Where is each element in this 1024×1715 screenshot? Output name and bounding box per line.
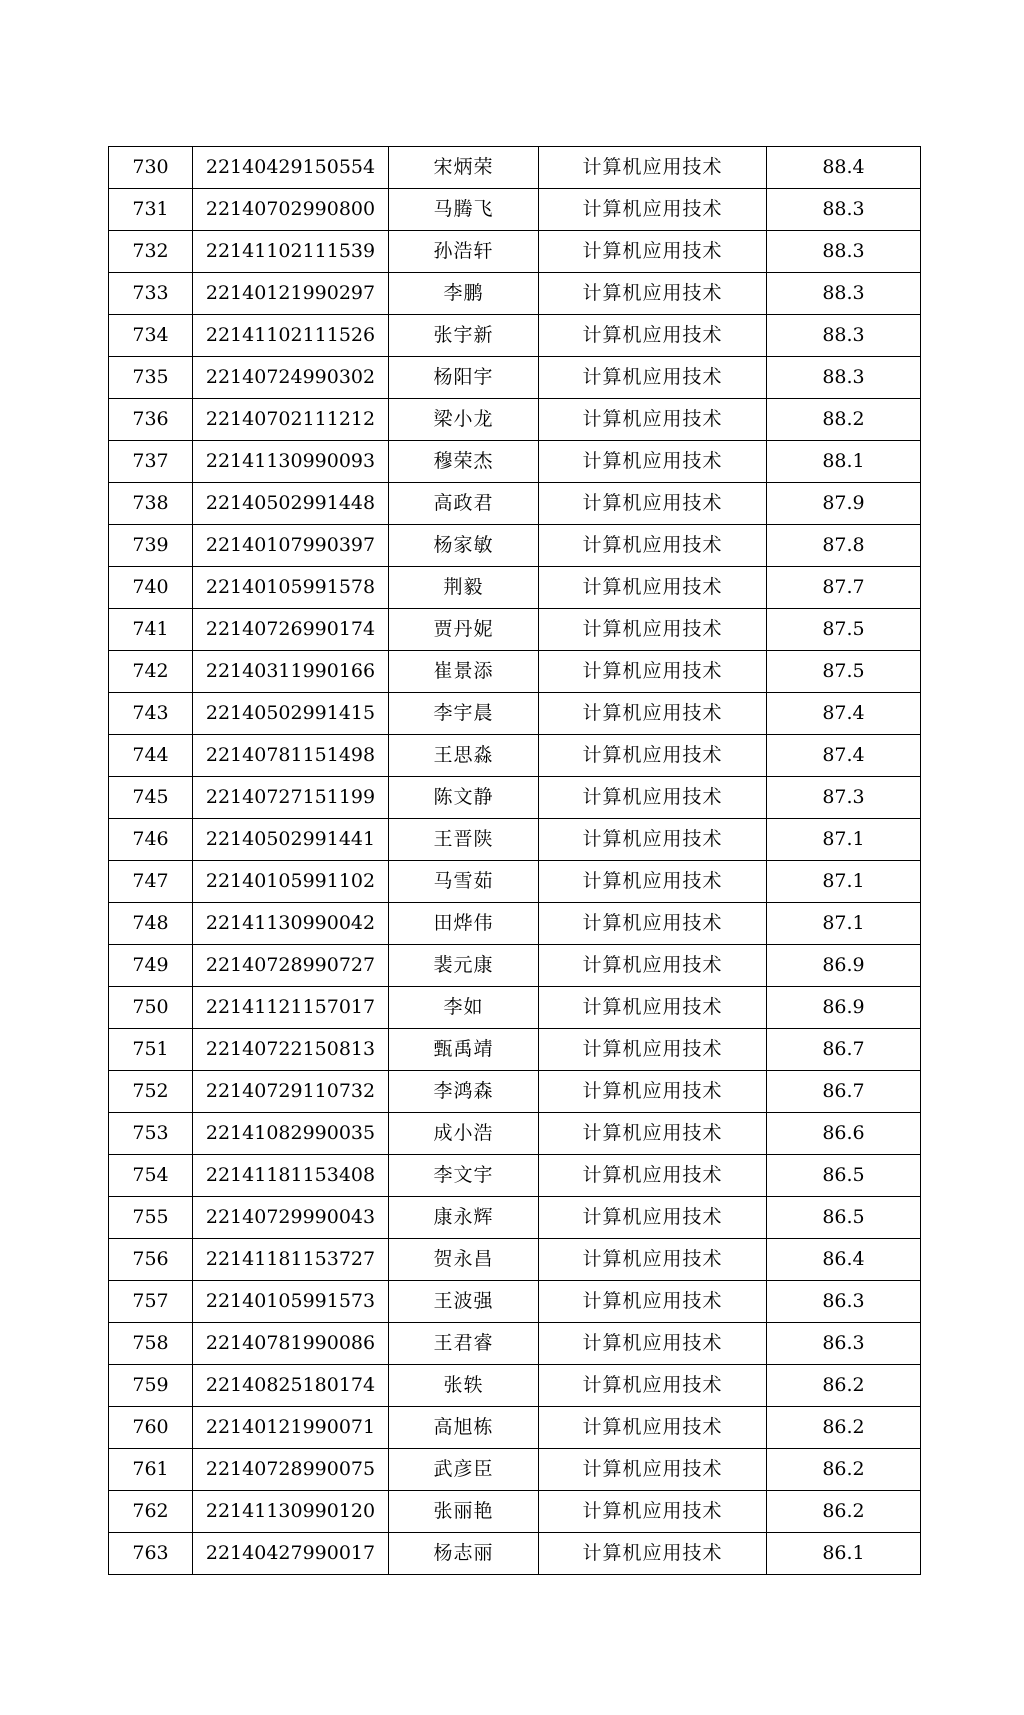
rank-cell: 742	[109, 651, 193, 693]
rank-cell: 754	[109, 1155, 193, 1197]
table-row	[109, 273, 921, 315]
major-cell: 计算机应用技术	[539, 231, 767, 273]
exam-id-cell: 22140105991102	[193, 861, 389, 903]
score-cell: 87.5	[767, 609, 921, 651]
exam-id-cell: 22141130990120	[193, 1491, 389, 1533]
major-cell: 计算机应用技术	[539, 147, 767, 189]
exam-id-cell: 22140727151199	[193, 777, 389, 819]
score-cell: 86.1	[767, 1533, 921, 1575]
rank-cell: 753	[109, 1113, 193, 1155]
table-row	[109, 609, 921, 651]
exam-id-cell: 22140311990166	[193, 651, 389, 693]
student-name-cell: 孙浩轩	[389, 231, 539, 273]
exam-id-cell: 22141181153727	[193, 1239, 389, 1281]
major-cell: 计算机应用技术	[539, 357, 767, 399]
student-name-cell: 荆毅	[389, 567, 539, 609]
table-row	[109, 315, 921, 357]
rank-cell: 734	[109, 315, 193, 357]
rank-cell: 738	[109, 483, 193, 525]
exam-id-cell: 22141102111539	[193, 231, 389, 273]
table-row	[109, 441, 921, 483]
student-name-cell: 王晋陕	[389, 819, 539, 861]
rank-cell: 740	[109, 567, 193, 609]
rank-cell: 757	[109, 1281, 193, 1323]
major-cell: 计算机应用技术	[539, 861, 767, 903]
student-name-cell: 杨家敏	[389, 525, 539, 567]
rank-cell: 761	[109, 1449, 193, 1491]
student-name-cell: 王思淼	[389, 735, 539, 777]
major-cell: 计算机应用技术	[539, 903, 767, 945]
score-cell: 88.3	[767, 231, 921, 273]
table-row	[109, 1281, 921, 1323]
score-cell: 86.3	[767, 1323, 921, 1365]
student-name-cell: 田烨伟	[389, 903, 539, 945]
rank-cell: 737	[109, 441, 193, 483]
exam-id-cell: 22140502991448	[193, 483, 389, 525]
table-row	[109, 1449, 921, 1491]
exam-id-cell: 22140728990075	[193, 1449, 389, 1491]
rank-cell: 762	[109, 1491, 193, 1533]
exam-id-cell: 22140722150813	[193, 1029, 389, 1071]
student-name-cell: 梁小龙	[389, 399, 539, 441]
score-cell: 86.5	[767, 1155, 921, 1197]
table-row	[109, 1323, 921, 1365]
rank-cell: 732	[109, 231, 193, 273]
student-name-cell: 马腾飞	[389, 189, 539, 231]
results-table-body	[109, 147, 921, 1575]
rank-cell: 741	[109, 609, 193, 651]
major-cell: 计算机应用技术	[539, 609, 767, 651]
score-cell: 86.9	[767, 945, 921, 987]
major-cell: 计算机应用技术	[539, 945, 767, 987]
score-cell: 87.1	[767, 819, 921, 861]
table-row	[109, 1533, 921, 1575]
major-cell: 计算机应用技术	[539, 1323, 767, 1365]
table-row	[109, 945, 921, 987]
table-row	[109, 1491, 921, 1533]
table-row	[109, 357, 921, 399]
student-name-cell: 张丽艳	[389, 1491, 539, 1533]
score-cell: 86.6	[767, 1113, 921, 1155]
table-row	[109, 861, 921, 903]
major-cell: 计算机应用技术	[539, 525, 767, 567]
student-name-cell: 武彦臣	[389, 1449, 539, 1491]
rank-cell: 730	[109, 147, 193, 189]
major-cell: 计算机应用技术	[539, 1491, 767, 1533]
major-cell: 计算机应用技术	[539, 1155, 767, 1197]
exam-id-cell: 22140502991441	[193, 819, 389, 861]
score-cell: 86.4	[767, 1239, 921, 1281]
major-cell: 计算机应用技术	[539, 1449, 767, 1491]
exam-id-cell: 22140121990071	[193, 1407, 389, 1449]
major-cell: 计算机应用技术	[539, 441, 767, 483]
table-row	[109, 1113, 921, 1155]
table-row	[109, 1155, 921, 1197]
major-cell: 计算机应用技术	[539, 651, 767, 693]
score-cell: 87.1	[767, 861, 921, 903]
rank-cell: 752	[109, 1071, 193, 1113]
major-cell: 计算机应用技术	[539, 1365, 767, 1407]
student-name-cell: 张轶	[389, 1365, 539, 1407]
exam-id-cell: 22140105991573	[193, 1281, 389, 1323]
exam-id-cell: 22140781990086	[193, 1323, 389, 1365]
rank-cell: 756	[109, 1239, 193, 1281]
table-row	[109, 189, 921, 231]
rank-cell: 744	[109, 735, 193, 777]
exam-id-cell: 22140702990800	[193, 189, 389, 231]
exam-id-cell: 22140105991578	[193, 567, 389, 609]
major-cell: 计算机应用技术	[539, 1197, 767, 1239]
exam-id-cell: 22140429150554	[193, 147, 389, 189]
exam-id-cell: 22141130990042	[193, 903, 389, 945]
table-row	[109, 1071, 921, 1113]
score-cell: 86.3	[767, 1281, 921, 1323]
rank-cell: 745	[109, 777, 193, 819]
score-cell: 86.5	[767, 1197, 921, 1239]
major-cell: 计算机应用技术	[539, 777, 767, 819]
student-name-cell: 李如	[389, 987, 539, 1029]
table-row	[109, 987, 921, 1029]
rank-cell: 736	[109, 399, 193, 441]
rank-cell: 763	[109, 1533, 193, 1575]
student-name-cell: 成小浩	[389, 1113, 539, 1155]
table-row	[109, 735, 921, 777]
score-cell: 86.7	[767, 1071, 921, 1113]
exam-id-cell: 22141121157017	[193, 987, 389, 1029]
student-name-cell: 穆荣杰	[389, 441, 539, 483]
exam-id-cell: 22140729110732	[193, 1071, 389, 1113]
student-name-cell: 李鹏	[389, 273, 539, 315]
rank-cell: 755	[109, 1197, 193, 1239]
rank-cell: 739	[109, 525, 193, 567]
student-name-cell: 崔景添	[389, 651, 539, 693]
rank-cell: 751	[109, 1029, 193, 1071]
student-name-cell: 陈文静	[389, 777, 539, 819]
exam-id-cell: 22141130990093	[193, 441, 389, 483]
student-name-cell: 王君睿	[389, 1323, 539, 1365]
student-name-cell: 李宇晨	[389, 693, 539, 735]
score-cell: 88.1	[767, 441, 921, 483]
major-cell: 计算机应用技术	[539, 1239, 767, 1281]
major-cell: 计算机应用技术	[539, 189, 767, 231]
student-name-cell: 裴元康	[389, 945, 539, 987]
rank-cell: 747	[109, 861, 193, 903]
exam-id-cell: 22141102111526	[193, 315, 389, 357]
major-cell: 计算机应用技术	[539, 987, 767, 1029]
score-cell: 88.3	[767, 273, 921, 315]
score-cell: 86.7	[767, 1029, 921, 1071]
exam-id-cell: 22140427990017	[193, 1533, 389, 1575]
score-cell: 86.2	[767, 1449, 921, 1491]
student-name-cell: 宋炳荣	[389, 147, 539, 189]
student-name-cell: 杨阳宇	[389, 357, 539, 399]
rank-cell: 743	[109, 693, 193, 735]
score-cell: 88.4	[767, 147, 921, 189]
table-row	[109, 651, 921, 693]
rank-cell: 750	[109, 987, 193, 1029]
table-row	[109, 147, 921, 189]
exam-id-cell: 22140728990727	[193, 945, 389, 987]
table-row	[109, 819, 921, 861]
major-cell: 计算机应用技术	[539, 819, 767, 861]
score-cell: 87.9	[767, 483, 921, 525]
table-row	[109, 483, 921, 525]
rank-cell: 746	[109, 819, 193, 861]
table-row	[109, 1407, 921, 1449]
score-cell: 86.9	[767, 987, 921, 1029]
score-cell: 87.3	[767, 777, 921, 819]
rank-cell: 759	[109, 1365, 193, 1407]
rank-cell: 758	[109, 1323, 193, 1365]
rank-cell: 731	[109, 189, 193, 231]
score-cell: 86.2	[767, 1365, 921, 1407]
table-row	[109, 1365, 921, 1407]
exam-id-cell: 22140724990302	[193, 357, 389, 399]
major-cell: 计算机应用技术	[539, 315, 767, 357]
rank-cell: 748	[109, 903, 193, 945]
table-row	[109, 567, 921, 609]
rank-cell: 760	[109, 1407, 193, 1449]
score-cell: 87.4	[767, 735, 921, 777]
exam-id-cell: 22140702111212	[193, 399, 389, 441]
major-cell: 计算机应用技术	[539, 1407, 767, 1449]
major-cell: 计算机应用技术	[539, 1071, 767, 1113]
student-name-cell: 贾丹妮	[389, 609, 539, 651]
score-cell: 87.8	[767, 525, 921, 567]
exam-id-cell: 22140729990043	[193, 1197, 389, 1239]
table-row	[109, 399, 921, 441]
student-name-cell: 高旭栋	[389, 1407, 539, 1449]
student-name-cell: 康永辉	[389, 1197, 539, 1239]
major-cell: 计算机应用技术	[539, 1113, 767, 1155]
score-cell: 87.4	[767, 693, 921, 735]
student-name-cell: 李文宇	[389, 1155, 539, 1197]
score-cell: 87.5	[767, 651, 921, 693]
major-cell: 计算机应用技术	[539, 273, 767, 315]
score-cell: 86.2	[767, 1407, 921, 1449]
major-cell: 计算机应用技术	[539, 735, 767, 777]
score-cell: 87.7	[767, 567, 921, 609]
student-name-cell: 马雪茹	[389, 861, 539, 903]
exam-id-cell: 22140107990397	[193, 525, 389, 567]
major-cell: 计算机应用技术	[539, 399, 767, 441]
major-cell: 计算机应用技术	[539, 693, 767, 735]
major-cell: 计算机应用技术	[539, 1281, 767, 1323]
major-cell: 计算机应用技术	[539, 483, 767, 525]
exam-id-cell: 22140825180174	[193, 1365, 389, 1407]
exam-id-cell: 22140726990174	[193, 609, 389, 651]
table-row	[109, 525, 921, 567]
student-name-cell: 高政君	[389, 483, 539, 525]
exam-id-cell: 22140121990297	[193, 273, 389, 315]
student-name-cell: 贺永昌	[389, 1239, 539, 1281]
score-cell: 87.1	[767, 903, 921, 945]
score-cell: 88.3	[767, 189, 921, 231]
table-row	[109, 1197, 921, 1239]
exam-id-cell: 22140502991415	[193, 693, 389, 735]
student-name-cell: 杨志丽	[389, 1533, 539, 1575]
exam-id-cell: 22141181153408	[193, 1155, 389, 1197]
results-table	[108, 146, 921, 1575]
rank-cell: 749	[109, 945, 193, 987]
score-cell: 88.2	[767, 399, 921, 441]
table-row	[109, 231, 921, 273]
table-row	[109, 777, 921, 819]
major-cell: 计算机应用技术	[539, 1029, 767, 1071]
table-row	[109, 693, 921, 735]
major-cell: 计算机应用技术	[539, 567, 767, 609]
rank-cell: 735	[109, 357, 193, 399]
score-cell: 86.2	[767, 1491, 921, 1533]
score-cell: 88.3	[767, 315, 921, 357]
student-name-cell: 张宇新	[389, 315, 539, 357]
student-name-cell: 李鸿森	[389, 1071, 539, 1113]
table-row	[109, 1029, 921, 1071]
exam-id-cell: 22140781151498	[193, 735, 389, 777]
score-cell: 88.3	[767, 357, 921, 399]
student-name-cell: 王波强	[389, 1281, 539, 1323]
exam-id-cell: 22141082990035	[193, 1113, 389, 1155]
student-name-cell: 甄禹靖	[389, 1029, 539, 1071]
table-row	[109, 1239, 921, 1281]
table-row	[109, 903, 921, 945]
rank-cell: 733	[109, 273, 193, 315]
major-cell: 计算机应用技术	[539, 1533, 767, 1575]
